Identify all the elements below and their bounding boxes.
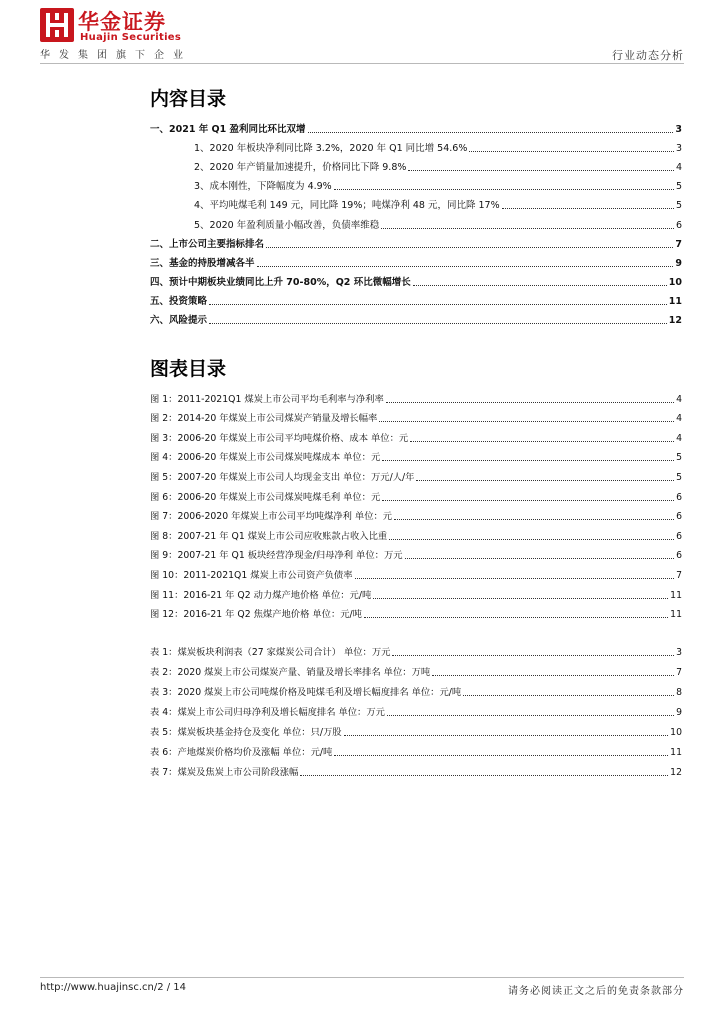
dot-leader	[502, 208, 674, 209]
toc-entry[interactable]	[150, 250, 682, 269]
dot-leader	[413, 285, 667, 286]
dot-leader	[364, 617, 668, 618]
entry-title: 表 6：产地煤炭价格均价及涨幅 单位：元/吨	[150, 747, 333, 758]
toc-entry[interactable]	[150, 405, 682, 425]
entry-page-number: 8	[676, 687, 682, 698]
dot-leader	[379, 421, 674, 422]
entry-title: 图 10：2011-2021Q1 煤炭上市公司资产负债率	[150, 569, 353, 581]
entry-title: 3、成本刚性，下降幅度为 4.9%	[194, 181, 332, 193]
dot-leader	[405, 558, 675, 559]
dot-leader	[344, 735, 669, 736]
entry-title: 一、2021 年 Q1 盈利同比环比双增	[150, 124, 306, 136]
dot-leader	[373, 598, 668, 599]
toc-entry[interactable]	[150, 385, 682, 405]
brand-name-en: Huajin Securities	[80, 32, 182, 43]
entry-title: 图 12：2016-21 年 Q2 焦煤产地价格 单位：元/吨	[150, 609, 362, 621]
entry-page-number: 12	[668, 315, 682, 327]
entry-page-number: 9	[676, 707, 682, 718]
entry-page-number: 6	[675, 219, 682, 231]
toc-entry[interactable]	[150, 483, 682, 503]
footer-disclaimer: 请务必阅读正文之后的免责条款部分	[508, 986, 684, 997]
dot-leader	[308, 132, 674, 133]
entry-title: 图 1：2011-2021Q1 煤炭上市公司平均毛利率与净利率	[150, 393, 384, 405]
dot-leader	[469, 151, 674, 152]
entry-page-number: 10	[670, 727, 682, 738]
brand-name-cn: 华金证券	[78, 10, 166, 34]
dot-leader	[389, 539, 674, 540]
toc-entry[interactable]	[150, 698, 682, 718]
entry-page-number: 4	[675, 162, 682, 174]
toc-entry[interactable]	[150, 503, 682, 523]
entry-title: 表 2：2020 煤炭上市公司煤炭产量、销量及增长率排名 单位：万吨	[150, 667, 431, 678]
toc-entry[interactable]	[150, 269, 682, 288]
toc-entry[interactable]	[150, 542, 682, 562]
entry-title: 图 4：2006-20 年煤炭上市公司煤炭吨煤成本 单位：元	[150, 452, 381, 464]
entry-title: 图 8：2007-21 年 Q1 煤炭上市公司应收账款占收入比重	[150, 530, 388, 542]
entry-title: 六、风险提示	[150, 315, 208, 327]
entry-page-number: 11	[670, 589, 682, 601]
toc-entry[interactable]	[150, 758, 682, 778]
page-header	[0, 0, 724, 70]
dot-leader	[386, 402, 674, 403]
dot-leader	[416, 480, 674, 481]
entry-page-number: 4	[676, 413, 682, 425]
dot-leader	[394, 519, 674, 520]
header-divider	[40, 63, 684, 64]
toc-entry[interactable]	[150, 135, 682, 154]
tables-list	[150, 638, 682, 778]
entry-page-number: 10	[668, 276, 682, 288]
group-affiliation: 华发集团旗下企业	[40, 50, 192, 61]
entry-title: 图 7：2006-2020 年煤炭上市公司平均吨煤净利 单位：元	[150, 511, 393, 523]
dot-leader	[463, 695, 674, 696]
report-type: 行业动态分析	[612, 49, 684, 62]
toc-entry[interactable]	[150, 638, 682, 658]
entry-page-number: 5	[676, 471, 682, 483]
toc-entry[interactable]	[150, 154, 682, 173]
dot-leader	[355, 578, 675, 579]
entry-page-number: 11	[668, 295, 682, 307]
entry-title: 图 6：2006-20 年煤炭上市公司煤炭吨煤毛利 单位：元	[150, 491, 381, 503]
entry-title: 五、投资策略	[150, 295, 208, 307]
dot-leader	[334, 189, 674, 190]
entry-page-number: 6	[676, 530, 682, 542]
entry-page-number: 6	[676, 550, 682, 562]
entry-title: 4、平均吨煤毛利 149 元，同比降 19%；吨煤净利 48 元，同比降 17%	[194, 200, 500, 212]
toc-entry[interactable]	[150, 658, 682, 678]
dot-leader	[410, 441, 674, 442]
entry-title: 图 5：2007-20 年煤炭上市公司人均现金支出 单位：万元/人/年	[150, 471, 415, 483]
entry-page-number: 11	[670, 609, 682, 621]
entry-title: 表 7：煤炭及焦炭上市公司阶段涨幅	[150, 767, 299, 778]
entry-page-number: 3	[675, 124, 682, 136]
entry-title: 表 3：2020 煤炭上市公司吨煤价格及吨煤毛利及增长幅度排名 单位：元/吨	[150, 687, 462, 698]
toc-entry[interactable]	[150, 581, 682, 601]
toc-entry[interactable]	[150, 522, 682, 542]
entry-title: 2、2020 年产销量加速提升，价格同比下降 9.8%	[194, 162, 407, 174]
entry-page-number: 6	[676, 511, 682, 523]
entry-title: 表 4：煤炭上市公司归母净利及增长幅度排名 单位：万元	[150, 707, 385, 718]
entry-title: 表 5：煤炭板块基金持仓及变化 单位：只/万股	[150, 727, 342, 738]
figures-title: 图表目录	[150, 358, 227, 380]
dot-leader	[382, 460, 674, 461]
figures-list	[150, 385, 682, 620]
dot-leader	[382, 500, 674, 501]
dot-leader	[392, 655, 674, 656]
entry-page-number: 5	[675, 181, 682, 193]
huajin-logo-icon	[40, 8, 74, 42]
toc-entry[interactable]	[150, 231, 682, 250]
toc-entry[interactable]	[150, 173, 682, 192]
dot-leader	[432, 675, 674, 676]
entry-page-number: 11	[670, 747, 682, 758]
dot-leader	[266, 247, 673, 248]
entry-page-number: 12	[670, 767, 682, 778]
entry-title: 表 1：煤炭板块利润表（27 家煤炭公司合计） 单位：万元	[150, 647, 391, 658]
dot-leader	[209, 304, 667, 305]
entry-title: 图 11：2016-21 年 Q2 动力煤产地价格 单位：元/吨	[150, 589, 372, 601]
toc-entry[interactable]	[150, 444, 682, 464]
entry-title: 1、2020 年板块净利同比降 3.2%，2020 年 Q1 同比增 54.6%	[194, 143, 468, 155]
toc-entry[interactable]	[150, 561, 682, 581]
dot-leader	[387, 715, 674, 716]
entry-title: 图 3：2006-20 年煤炭上市公司平均吨煤价格、成本 单位：元	[150, 432, 409, 444]
entry-page-number: 6	[676, 491, 682, 503]
toc-entry[interactable]	[150, 211, 682, 230]
entry-page-number: 7	[676, 667, 682, 678]
entry-title: 图 9：2007-21 年 Q1 板块经营净现金/归母净利 单位：万元	[150, 550, 403, 562]
toc-entry[interactable]	[150, 678, 682, 698]
entry-title: 二、上市公司主要指标排名	[150, 238, 265, 250]
contents-list	[150, 116, 682, 326]
toc-entry[interactable]	[150, 288, 682, 307]
dot-leader	[381, 228, 674, 229]
dot-leader	[334, 755, 668, 756]
footer-url-page[interactable]: http://www.huajinsc.cn/2 / 14	[40, 982, 187, 993]
toc-entry[interactable]	[150, 192, 682, 211]
dot-leader	[300, 775, 668, 776]
entry-page-number: 4	[676, 393, 682, 405]
toc-entry[interactable]	[150, 601, 682, 621]
toc-entry[interactable]	[150, 738, 682, 758]
entry-title: 图 2：2014-20 年煤炭上市公司煤炭产销量及增长幅率	[150, 413, 378, 425]
entry-page-number: 9	[675, 257, 682, 269]
entry-page-number: 5	[676, 452, 682, 464]
dot-leader	[209, 323, 667, 324]
entry-title: 四、预计中期板块业绩同比上升 70-80%，Q2 环比微幅增长	[150, 276, 411, 288]
toc-entry[interactable]	[150, 307, 682, 326]
toc-entry[interactable]	[150, 424, 682, 444]
entry-page-number: 3	[676, 647, 682, 658]
entry-page-number: 5	[675, 200, 682, 212]
entry-page-number: 3	[675, 143, 682, 155]
toc-entry[interactable]	[150, 463, 682, 483]
footer-divider	[40, 977, 684, 978]
entry-title: 三、基金的持股增减各半	[150, 257, 255, 269]
toc-entry[interactable]	[150, 718, 682, 738]
entry-page-number: 4	[676, 432, 682, 444]
dot-leader	[257, 266, 674, 267]
entry-page-number: 7	[675, 238, 682, 250]
entry-title: 5、2020 年盈利质量小幅改善，负债率维稳	[194, 219, 380, 231]
dot-leader	[408, 170, 674, 171]
toc-title: 内容目录	[150, 88, 227, 110]
toc-entry[interactable]	[150, 116, 682, 135]
entry-page-number: 7	[676, 569, 682, 581]
